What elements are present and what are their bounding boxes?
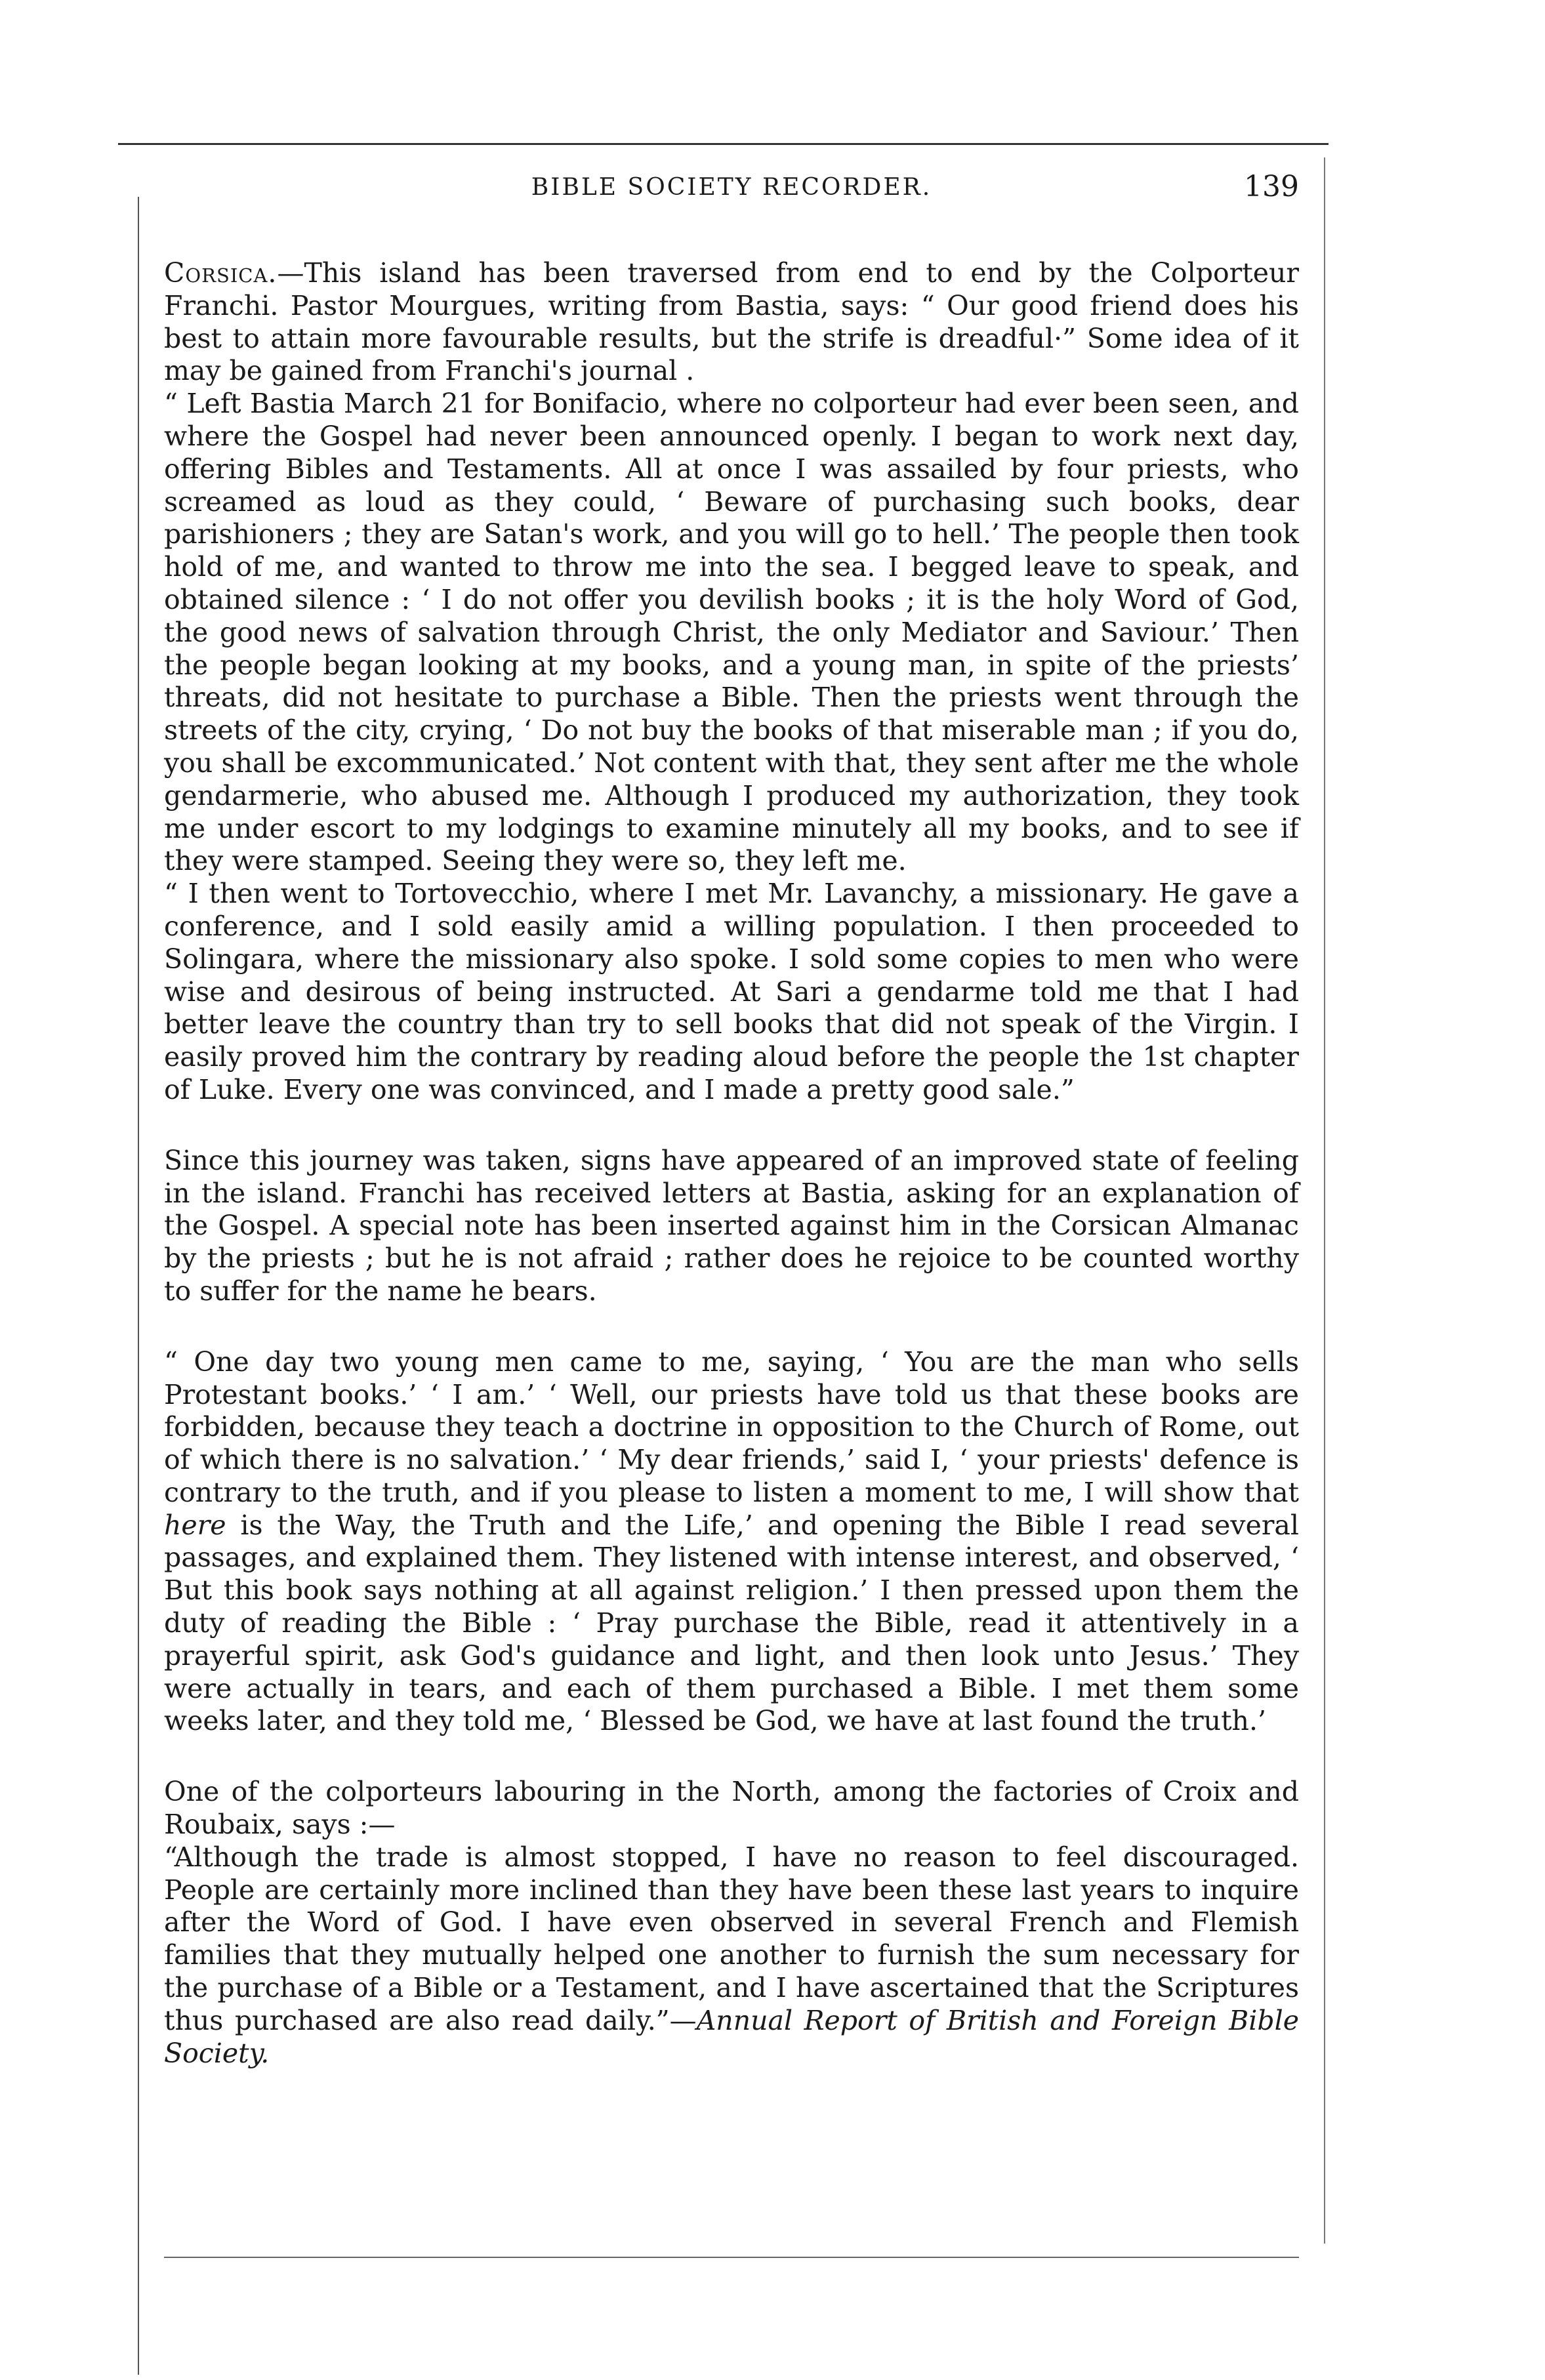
page-header [164,170,1299,220]
paragraph-young-men [164,1346,1299,1738]
paragraph-improved-state: Since this journey was taken, signs have appeared of an improved state of feeling in the island. Franchi has received letters at Bastia, asking for an explanation of the Gospel. A special note has been inserted against him in the Corsican Almanac by the priests ; but he is not afraid ; rather does he rejoice to be counted worthy to suffer for the name he bears. [164,1144,1299,1307]
top-rule [118,143,1329,145]
paragraph-quotation-text: “Although the trade is almost stopped, I have no reason to feel discouraged. People are certainly more inclined than they have been these last years to inquire after the Word of God. I have even observed in several French and Flemish families that they mutually helped one another to furnish the sum necessary for the purchase of a Bible or a Testament, and I have ascertained that the Scriptures thus purchased are also read daily.”— [164,1841,1299,2036]
section-heading-corsica: Corsica. [164,257,278,289]
source-attribution: Annual Report of British and Foreign Bible Society. [164,2004,1299,2069]
running-head: BIBLE SOCIETY RECORDER. [531,174,932,201]
paragraph-north-colporteur: One of the colporteurs labouring in the North, among the factories of Croix and Roubaix, says :— [164,1776,1299,1841]
paragraph-young-men-text-2: is the Way, the Truth and the Life,’ and opening the Bible I read several passages, and explained them. They listened with intense interest, and observed, ‘ But this book says nothing at all against religion.’ I then pressed upon them the duty of reading the Bible : ‘ Pray purchase the Bible, read it attentively in a prayerful spirit, ask God's guidance and light, and then look unto Jesus.’ They were actually in tears, and each of them purchased a Bible. I met them some weeks later, and they told me, ‘ Blessed be God, we have at last found the truth.’ [164,1509,1299,1737]
left-margin-line [138,197,139,2375]
paragraph-bonifacio: “ Left Bastia March 21 for Bonifacio, where no colporteur had ever been seen, and where the Gospel had never been announced openly. I began to work next day, offering Bibles and Testaments. All at once I was assailed by four priests, who screamed as loud as they could, ‘ Beware of purchasing such books, dear parishioners ; they are Satan's work, and you will go to hell.’ The people then took hold of me, and wanted to throw me into the sea. I begged leave to speak, and obtained silence : ‘ I do not offer you devilish books ; it is the holy Word of God, the good news of salvation through Christ, the only Mediator and Saviour.’ Then the people began looking at my books, and a young man, in spite of the priests’ threats, did not hesitate to purchase a Bible. Then the priests went through the streets of the city, crying, ‘ Do not buy the books of that miserable man ; if you do, you shall be excommunicated.’ Not content with that, they sent after me the whole gendarmerie, who abused me. Although I produced my authorization, they took me under escort to my lodgings to examine minutely all my books, and to see if they were stamped. Seeing they were so, they left me. [164,388,1299,877]
paragraph-quotation [164,1841,1299,2070]
paragraph-corsica [164,257,1299,388]
right-margin-line [1324,157,1325,2244]
emphasis-here: here [164,1509,226,1541]
page-number: 139 [1244,170,1299,203]
paragraph-tortovecchio: “ I then went to Tortovecchio, where I met Mr. Lavanchy, a missionary. He gave a conference, and I sold easily amid a willing population. I then proceeded to Solingara, where the missionary also spoke. I sold some copies to men who were wise and desirous of being instructed. At Sari a gendarme told me that I had better leave the country than try to sell books that did not speak of the Virgin. I easily proved him the contrary by reading aloud before the people the 1st chapter of Luke. Every one was convinced, and I made a pretty good sale.” [164,878,1299,1105]
paragraph-young-men-text-1: “ One day two young men came to me, saying, ‘ You are the man who sells Protestant books.’ ‘ I am.’ ‘ Well, our priests have told us that these books are forbidden, because they teach a doctrine in opposition to the Church of Rome, out of which there is no salvation.’ ‘ My dear friends,’ said I, ‘ your priests' defence is contrary to the truth, and if you please to listen a moment to me, I will show that [164,1345,1299,1508]
bottom-rule [164,2257,1299,2258]
paragraph-corsica-text: —This island has been traversed from end to end by the Colporteur Franchi. Pastor Mourgues, writing from Bastia, says: “ Our good friend does his best to attain more favourable results, but the strife is dreadful·” Some idea of it may be gained from Franchi's journal . [164,257,1299,387]
article-body [164,257,1299,2070]
